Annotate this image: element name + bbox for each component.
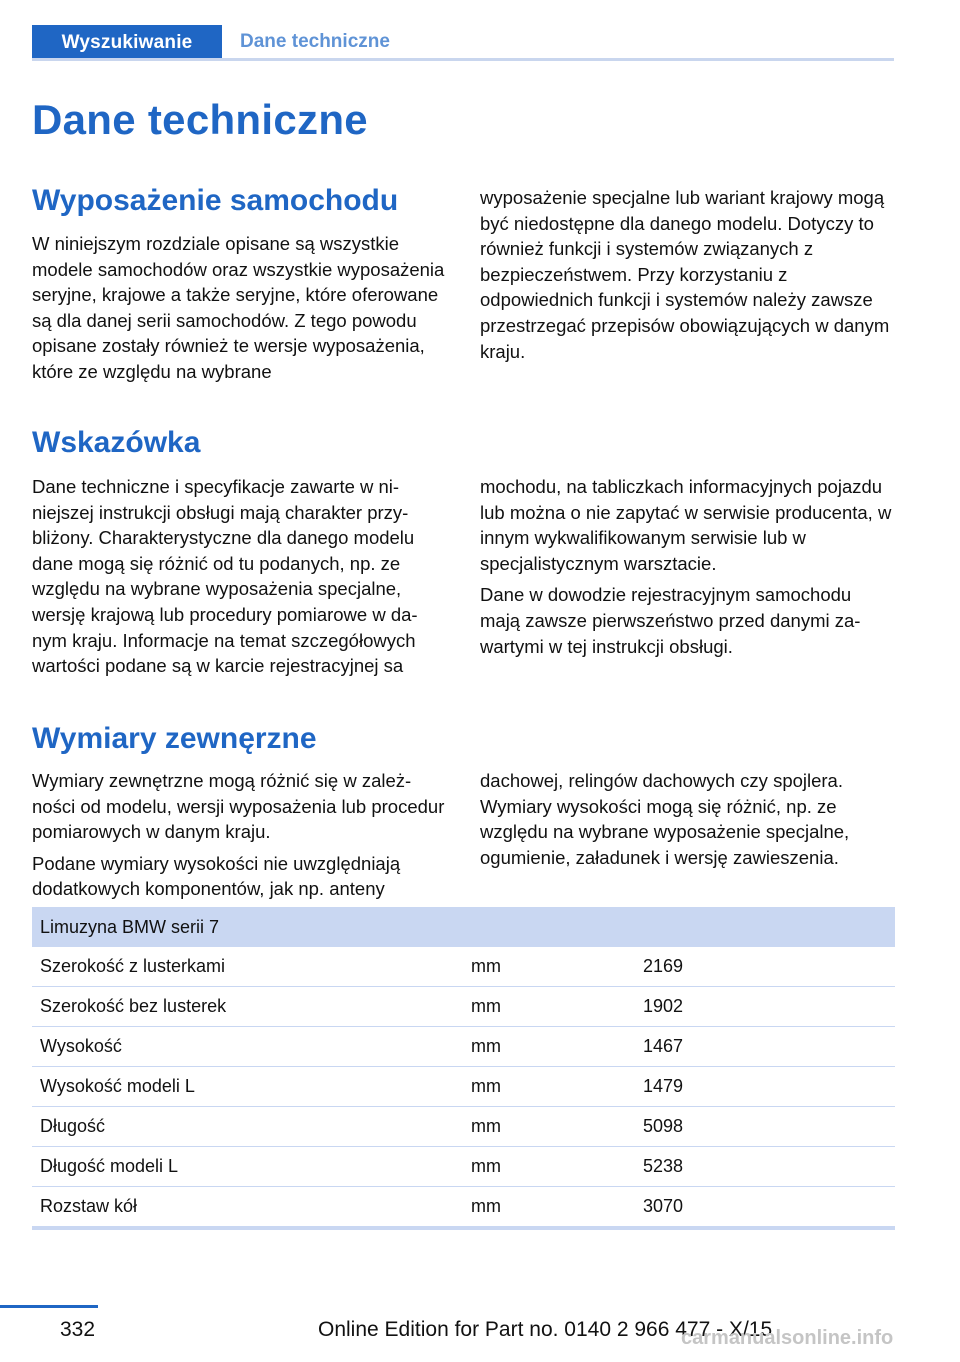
table-row (32, 947, 895, 987)
table-row (32, 987, 895, 1027)
row-label: Długość (32, 1107, 463, 1147)
dimensions-right-column (480, 768, 894, 876)
page-title: Dane techniczne (32, 96, 368, 143)
paragraph: dachowej, relingów dachowych czy spojlera. Wymiary wysokości mogą się różnić, np. ze względu na wybrane wyposażenie specjalne, ogumienie, załadunek i wersję zawieszenia. (480, 770, 850, 868)
table-row (32, 1147, 895, 1187)
paragraph: Dane w dowodzie rejestracyjnym samochodu mają zawsze pierwszeństwo przed danymi zawartymi w tej instrukcji obsługi. (480, 584, 861, 657)
row-label: Wysokość (32, 1027, 463, 1067)
paragraph: Wymiary zewnętrzne mogą różnić się w zależności od modelu, wersji wyposażenia lub procedur pomiarowych w danym kraju. (32, 770, 445, 843)
page-number-rule (0, 1305, 98, 1308)
table-row (32, 1067, 895, 1107)
edition-footer: Online Edition for Part no. 0140 2 966 477 - X/15 (318, 1318, 773, 1341)
row-unit: mm (463, 1187, 635, 1229)
dimensions-left-column (32, 768, 446, 908)
paragraph: Dane techniczne i specyfikacje zawarte w niniejszej instrukcji obsługi mają charakter przybliżony. Charakterystyczne dla danego modelu dane mogą się różnić od tu podanych, np. ze względu na wybrane wyposażenia specjalne, wersję krajową lub procedury pomiarowe w danym kraju. Informacje na temat szczegółowych wartości podane są w karcie rejestracyjnej sa (32, 476, 418, 677)
row-value: 5238 (635, 1147, 895, 1187)
tab-search[interactable]: Wyszukiwanie (32, 25, 222, 61)
section-title-note: Wskazówka (32, 426, 201, 459)
row-unit: mm (463, 1027, 635, 1067)
page-number: 332 (60, 1318, 96, 1341)
row-value: 1467 (635, 1027, 895, 1067)
row-label: Rozstaw kół (32, 1187, 463, 1229)
header-rule (32, 58, 894, 61)
row-unit: mm (463, 1107, 635, 1147)
watermark: carmanualsonline.info (681, 1327, 894, 1349)
row-value: 3070 (635, 1187, 895, 1229)
note-right-column (480, 474, 894, 665)
row-value: 1902 (635, 987, 895, 1027)
paragraph: wyposażenie specjalne lub wariant krajowy mogą być niedostępne dla danego modelu. Dotyczy to również funkcji i systemów związanych z bezpieczeństwem. Przy korzystaniu z odpowiednich funkcji i systemów należy zawsze przestrzegać przepisów obowiązujących w danym kraju. (480, 187, 890, 362)
row-value: 2169 (635, 947, 895, 987)
paragraph: mochodu, na tabliczkach informacyjnych pojazdu lub można o nie zapytać w serwisie producenta, w innym wykwalifikowanym serwisie lub w specjalistycznym warsztacie. (480, 476, 892, 574)
row-label: Wysokość modeli L (32, 1067, 463, 1107)
section-title-equipment: Wyposażenie samochodu (32, 184, 399, 217)
table-row (32, 1187, 895, 1229)
breadcrumb[interactable]: Dane techniczne (240, 30, 390, 52)
row-unit: mm (463, 947, 635, 987)
table-row (32, 1027, 895, 1067)
equipment-left-column (32, 231, 446, 391)
row-value: 1479 (635, 1067, 895, 1107)
dimensions-table (32, 907, 895, 1230)
row-unit: mm (463, 987, 635, 1027)
row-unit: mm (463, 1147, 635, 1187)
paragraph: W niniejszym rozdziale opisane są wszystkie modele samochodów oraz wszystkie wyposażenia seryjne, krajowe a także seryjne, które oferowane są dla danej serii samochodów. Z tego powodu opisane zostały również te wersje wyposażenia, które ze względu na wybrane (32, 233, 445, 382)
paragraph: Podane wymiary wysokości nie uwzględniają dodatkowych komponentów, jak np. anteny (32, 852, 401, 900)
row-label: Długość modeli L (32, 1147, 463, 1187)
equipment-right-column (480, 185, 894, 370)
table-header: Limuzyna BMW serii 7 (32, 907, 895, 947)
table-header-row (32, 907, 895, 947)
page-header (32, 25, 894, 61)
section-title-dimensions: Wymiary zewnęrzne (32, 722, 317, 755)
row-value: 5098 (635, 1107, 895, 1147)
note-left-column (32, 474, 446, 685)
row-unit: mm (463, 1067, 635, 1107)
row-label: Szerokość bez lusterek (32, 987, 463, 1027)
table-row (32, 1107, 895, 1147)
row-label: Szerokość z lusterkami (32, 947, 463, 987)
